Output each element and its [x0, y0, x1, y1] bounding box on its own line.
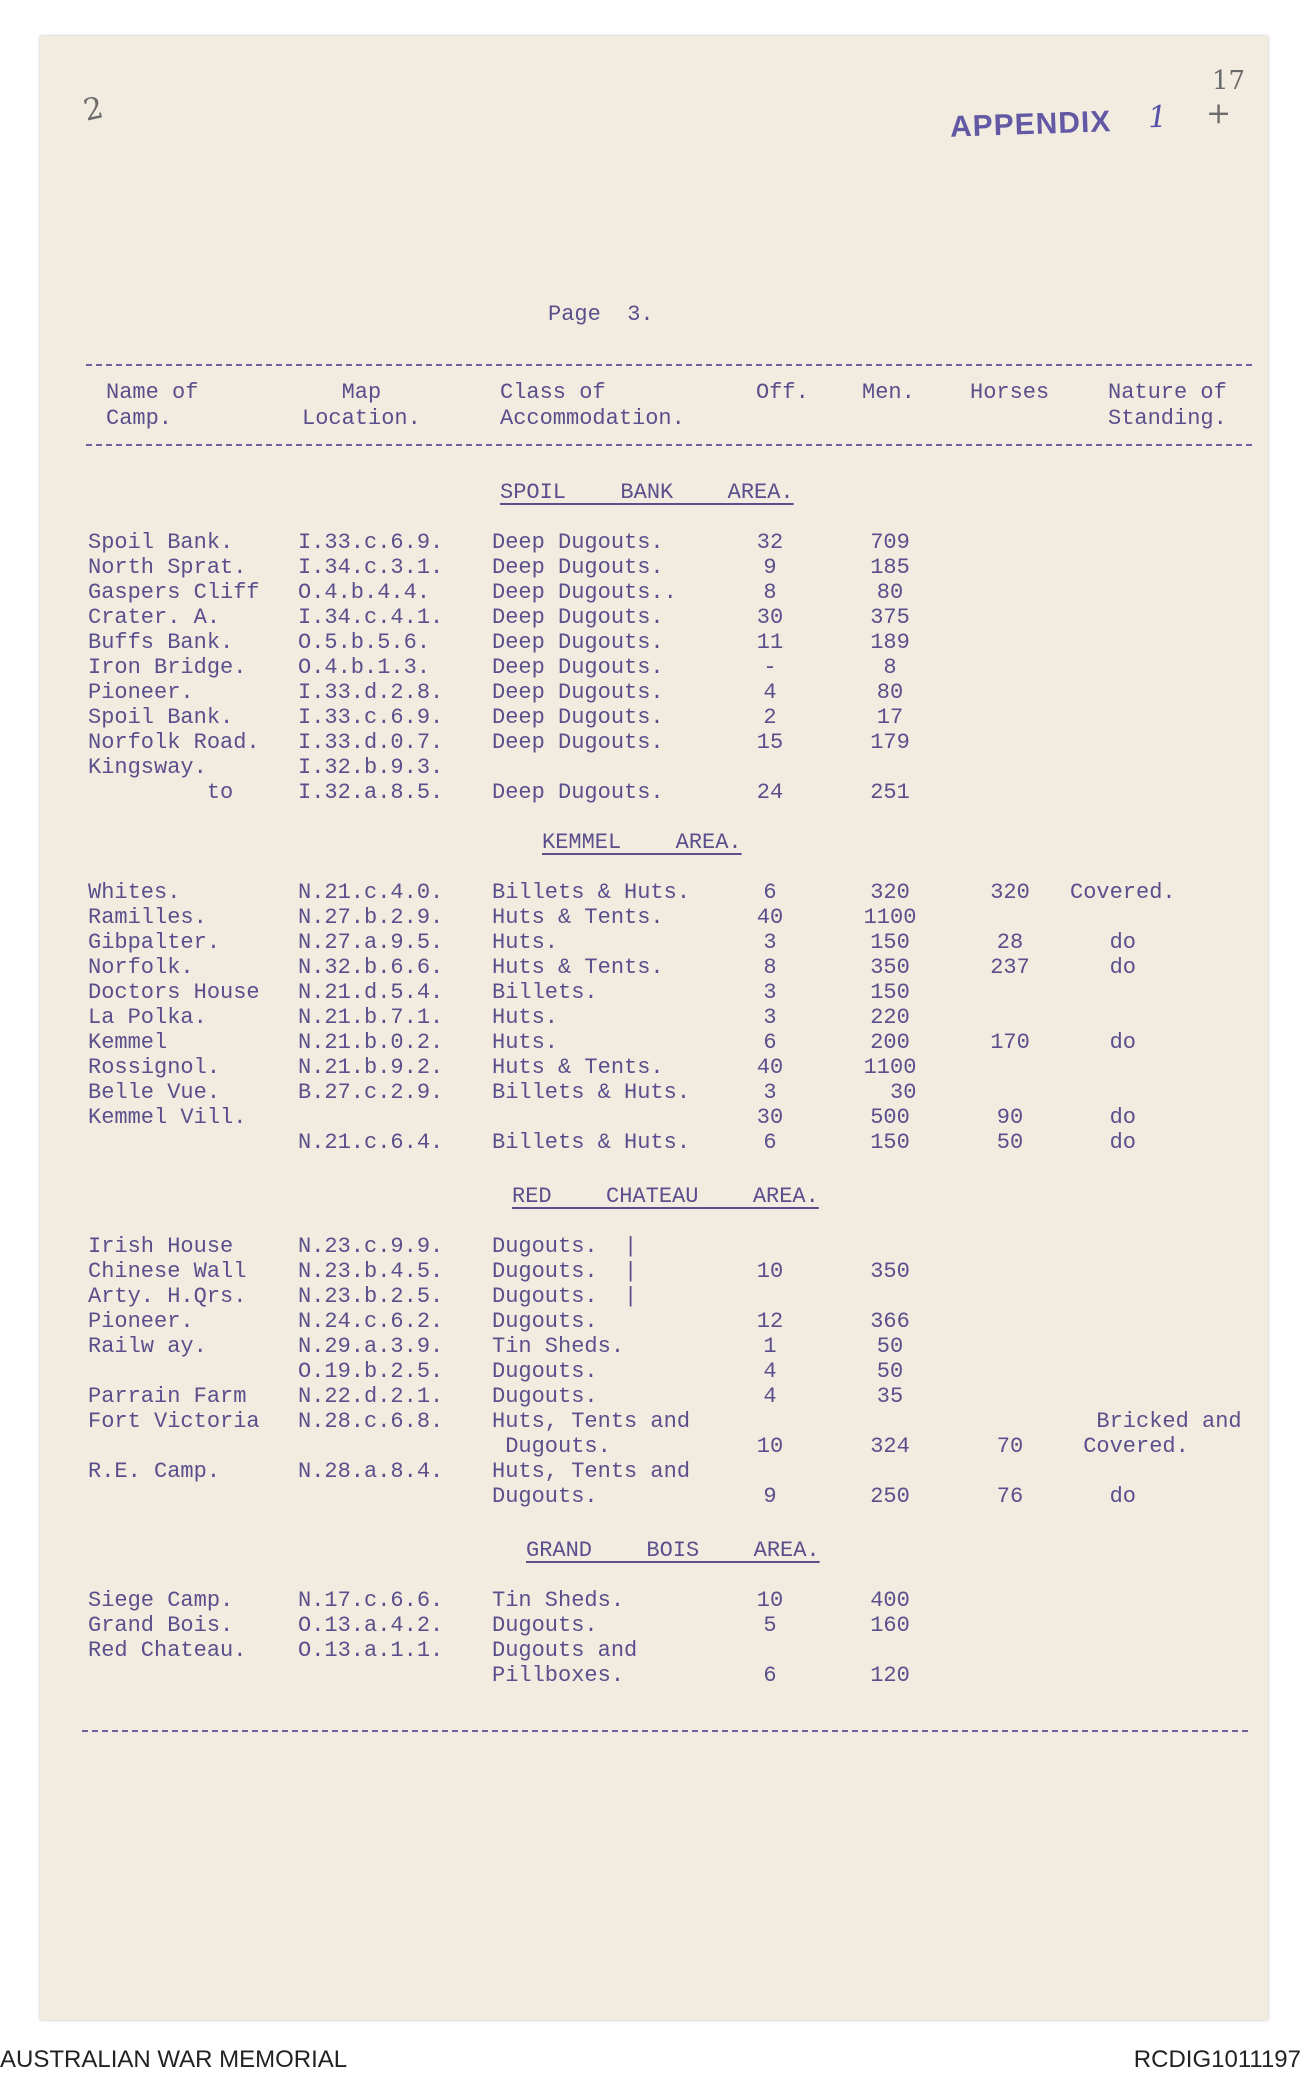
cell-off: 1	[763, 1334, 777, 1359]
cell-name: Iron Bridge.	[88, 655, 247, 680]
cell-horses: 28	[996, 930, 1024, 955]
cell-class: Deep Dugouts..	[492, 580, 677, 605]
page-label: Page 3.	[548, 302, 654, 327]
cell-class: Huts & Tents.	[492, 1055, 664, 1080]
cell-men: 251	[870, 780, 910, 805]
cell-class: Deep Dugouts.	[492, 705, 664, 730]
cell-off: 15	[756, 730, 784, 755]
table-row	[0, 1130, 1307, 1155]
cell-men: 120	[870, 1663, 910, 1688]
cell-class: Billets.	[492, 980, 598, 1005]
cell-men: 500	[870, 1105, 910, 1130]
cell-class: Dugouts.	[492, 1384, 598, 1409]
cell-men: 17	[876, 705, 904, 730]
cell-men: 150	[870, 1130, 910, 1155]
table-row	[0, 680, 1307, 705]
cell-off: 10	[756, 1259, 784, 1284]
cell-class: Billets & Huts.	[492, 1080, 691, 1105]
cell-name: Doctors House	[88, 980, 260, 1005]
cell-class: Deep Dugouts.	[492, 655, 664, 680]
appendix-stamp: APPENDIX	[949, 105, 1112, 144]
table-row	[0, 655, 1307, 680]
cell-off: 2	[763, 705, 777, 730]
cell-off: 11	[756, 630, 784, 655]
cell-nature: do	[1070, 930, 1137, 955]
cell-nature: Covered.	[1070, 880, 1176, 905]
table-row	[0, 1638, 1307, 1663]
cell-off: 3	[763, 1080, 777, 1105]
cell-nature: do	[1070, 1105, 1137, 1130]
cell-map: N.32.b.6.6.	[298, 955, 444, 980]
cell-class: Dugouts.	[492, 1484, 598, 1509]
cell-name: Railw ay.	[88, 1334, 207, 1359]
cell-off: 4	[763, 1359, 777, 1384]
col-header-class: Class of Accommodation.	[500, 380, 685, 431]
table-row	[0, 1005, 1307, 1030]
table-row	[0, 1030, 1307, 1055]
cell-men: 250	[870, 1484, 910, 1509]
cell-name: Grand Bois.	[88, 1613, 234, 1638]
cell-map: B.27.c.2.9.	[298, 1080, 444, 1105]
cell-off: 4	[763, 680, 777, 705]
cell-class: Dugouts.	[492, 1309, 598, 1334]
area-red-chateau: RED CHATEAU AREA.	[512, 1184, 819, 1209]
cell-nature: do	[1070, 955, 1137, 980]
cell-map: N.28.c.6.8.	[298, 1409, 444, 1434]
area-grand-bois: GRAND BOIS AREA.	[526, 1538, 820, 1563]
cell-map: N.21.b.7.1.	[298, 1005, 444, 1030]
cell-off: 5	[763, 1613, 777, 1638]
cell-nature: Bricked and	[1070, 1409, 1242, 1434]
cell-class: Dugouts.	[492, 1434, 611, 1459]
cell-name: Red Chateau.	[88, 1638, 247, 1663]
cell-class: Dugouts. |	[492, 1259, 638, 1284]
col-header-nature: Nature of Standing.	[1108, 380, 1227, 431]
cell-men: 50	[876, 1359, 904, 1384]
cell-men: 150	[870, 930, 910, 955]
cell-map: N.21.c.4.0.	[298, 880, 444, 905]
cell-class: Dugouts. |	[492, 1234, 638, 1259]
cell-map: I.32.b.9.3.	[298, 755, 444, 780]
cell-off: 8	[763, 580, 777, 605]
cell-off: 9	[763, 1484, 777, 1509]
cell-men: 80	[876, 680, 904, 705]
table-row	[0, 1284, 1307, 1309]
table-row	[0, 1434, 1307, 1459]
table-row	[0, 980, 1307, 1005]
cell-map: O.5.b.5.6.	[298, 630, 431, 655]
cell-name: Kingsway.	[88, 755, 207, 780]
cell-class: Huts.	[492, 1005, 559, 1030]
cell-name: Kemmel Vill.	[88, 1105, 247, 1130]
cell-class: Deep Dugouts.	[492, 780, 664, 805]
appendix-number: 1	[1147, 99, 1169, 136]
corner-number: 2	[80, 90, 107, 129]
cell-off: 4	[763, 1384, 777, 1409]
cell-off: 40	[756, 905, 784, 930]
table-row	[0, 630, 1307, 655]
cell-map: N.29.a.3.9.	[298, 1334, 444, 1359]
cell-men: 1100	[863, 1055, 917, 1080]
cell-horses: 76	[996, 1484, 1024, 1509]
cell-name: Chinese Wall	[88, 1259, 247, 1284]
cell-nature: Covered.	[1070, 1434, 1189, 1459]
cell-name: Fort Victoria	[88, 1409, 260, 1434]
cell-nature: do	[1070, 1130, 1137, 1155]
table-row	[0, 1105, 1307, 1130]
cell-name: Parrain Farm	[88, 1384, 247, 1409]
cell-map: N.21.d.5.4.	[298, 980, 444, 1005]
cell-map: O.4.b.4.4.	[298, 580, 431, 605]
cell-off: 6	[763, 1030, 777, 1055]
cell-off: 10	[756, 1434, 784, 1459]
cell-name: Gaspers Cliff	[88, 580, 260, 605]
cell-horses: 50	[996, 1130, 1024, 1155]
folio-mark: +	[1206, 96, 1232, 131]
table-row	[0, 880, 1307, 905]
cell-map: N.24.c.6.2.	[298, 1309, 444, 1334]
cell-off: 9	[763, 555, 777, 580]
table-row	[0, 1459, 1307, 1484]
cell-name: Spoil Bank.	[88, 530, 234, 555]
table-row	[0, 730, 1307, 755]
cell-off: 32	[756, 530, 784, 555]
cell-men: 30	[863, 1080, 917, 1105]
table-row	[0, 1334, 1307, 1359]
cell-name: Buffs Bank.	[88, 630, 234, 655]
table-row	[0, 905, 1307, 930]
cell-map: O.13.a.4.2.	[298, 1613, 444, 1638]
table-row	[0, 1409, 1307, 1434]
cell-horses: 170	[990, 1030, 1030, 1055]
area-kemmel: KEMMEL AREA.	[542, 830, 742, 855]
cell-map: N.21.c.6.4.	[298, 1130, 444, 1155]
cell-men: 200	[870, 1030, 910, 1055]
cell-map: I.33.d.2.8.	[298, 680, 444, 705]
table-row	[0, 1359, 1307, 1384]
table-row	[0, 780, 1307, 805]
cell-class: Dugouts.	[492, 1359, 598, 1384]
cell-men: 350	[870, 1259, 910, 1284]
cell-class: Dugouts. |	[492, 1284, 638, 1309]
cell-off: 6	[763, 880, 777, 905]
cell-class: Billets & Huts.	[492, 880, 691, 905]
cell-class: Deep Dugouts.	[492, 630, 664, 655]
cell-name: Norfolk Road.	[88, 730, 260, 755]
folio-number: 17	[1212, 66, 1246, 96]
table-row	[0, 530, 1307, 555]
table-row	[0, 1234, 1307, 1259]
cell-off: 12	[756, 1309, 784, 1334]
table-row	[0, 605, 1307, 630]
cell-men: 50	[876, 1334, 904, 1359]
cell-off: 24	[756, 780, 784, 805]
area-spoil-bank: SPOIL BANK AREA.	[500, 480, 794, 505]
cell-off: 3	[763, 930, 777, 955]
cell-off: -	[763, 655, 777, 680]
cell-class: Deep Dugouts.	[492, 730, 664, 755]
top-rule	[86, 364, 1252, 366]
cell-men: 80	[876, 580, 904, 605]
cell-class: Deep Dugouts.	[492, 530, 664, 555]
cell-map: I.33.d.0.7.	[298, 730, 444, 755]
cell-men: 375	[870, 605, 910, 630]
col-header-men: Men.	[862, 380, 915, 405]
cell-name: North Sprat.	[88, 555, 247, 580]
cell-men: 1100	[863, 905, 917, 930]
table-row	[0, 555, 1307, 580]
table-row	[0, 1613, 1307, 1638]
cell-name: Gibpalter.	[88, 930, 221, 955]
cell-horses: 237	[990, 955, 1030, 980]
table-row	[0, 1384, 1307, 1409]
table-row	[0, 1588, 1307, 1613]
cell-class: Huts.	[492, 930, 559, 955]
table-row	[0, 1663, 1307, 1688]
cell-men: 35	[876, 1384, 904, 1409]
cell-map: O.4.b.1.3.	[298, 655, 431, 680]
table-row	[0, 580, 1307, 605]
cell-men: 220	[870, 1005, 910, 1030]
cell-map: N.23.c.9.9.	[298, 1234, 444, 1259]
cell-map: N.23.b.2.5.	[298, 1284, 444, 1309]
cell-men: 160	[870, 1613, 910, 1638]
col-header-map: Map Location.	[302, 380, 421, 431]
cell-class: Dugouts and	[492, 1638, 638, 1663]
cell-name: R.E. Camp.	[88, 1459, 221, 1484]
footer-left: AUSTRALIAN WAR MEMORIAL	[0, 2046, 348, 2073]
cell-map: I.32.a.8.5.	[298, 780, 444, 805]
cell-name: Spoil Bank.	[88, 705, 234, 730]
cell-men: 185	[870, 555, 910, 580]
cell-men: 709	[870, 530, 910, 555]
table-row	[0, 1080, 1307, 1105]
table-row	[0, 1484, 1307, 1509]
cell-men: 8	[883, 655, 897, 680]
cell-class: Huts.	[492, 1030, 559, 1055]
cell-name: Siege Camp.	[88, 1588, 234, 1613]
col-header-horses: Horses	[970, 380, 1050, 405]
cell-class: Dugouts.	[492, 1613, 598, 1638]
cell-off: 30	[756, 605, 784, 630]
table-row	[0, 705, 1307, 730]
cell-name: La Polka.	[88, 1005, 207, 1030]
cell-name: to	[88, 780, 234, 805]
cell-nature: do	[1070, 1484, 1137, 1509]
cell-map: I.33.c.6.9.	[298, 530, 444, 555]
table-row	[0, 930, 1307, 955]
cell-name: Pioneer.	[88, 680, 194, 705]
cell-name: Ramilles.	[88, 905, 207, 930]
cell-class: Huts & Tents.	[492, 955, 664, 980]
cell-name: Norfolk.	[88, 955, 194, 980]
header-rule	[86, 444, 1252, 446]
cell-map: I.34.c.4.1.	[298, 605, 444, 630]
table-row	[0, 755, 1307, 780]
cell-men: 150	[870, 980, 910, 1005]
cell-map: N.27.a.9.5.	[298, 930, 444, 955]
cell-men: 350	[870, 955, 910, 980]
cell-class: Tin Sheds.	[492, 1588, 625, 1613]
cell-men: 179	[870, 730, 910, 755]
cell-map: O.19.b.2.5.	[298, 1359, 444, 1384]
cell-men: 400	[870, 1588, 910, 1613]
table-row	[0, 1309, 1307, 1334]
cell-off: 3	[763, 980, 777, 1005]
cell-name: Irish House	[88, 1234, 234, 1259]
footer-right: RCDIG1011197	[1133, 2046, 1301, 2073]
cell-off: 6	[763, 1130, 777, 1155]
table-row	[0, 1259, 1307, 1284]
table-row	[0, 955, 1307, 980]
cell-name: Kemmel	[88, 1030, 168, 1055]
cell-off: 6	[763, 1663, 777, 1688]
cell-name: Pioneer.	[88, 1309, 194, 1334]
cell-map: N.21.b.0.2.	[298, 1030, 444, 1055]
cell-off: 40	[756, 1055, 784, 1080]
cell-map: N.21.b.9.2.	[298, 1055, 444, 1080]
cell-map: I.33.c.6.9.	[298, 705, 444, 730]
cell-class: Billets & Huts.	[492, 1130, 691, 1155]
cell-name: Arty. H.Qrs.	[88, 1284, 247, 1309]
bottom-rule	[82, 1730, 1248, 1732]
cell-map: N.23.b.4.5.	[298, 1259, 444, 1284]
table-row	[0, 1055, 1307, 1080]
cell-map: N.17.c.6.6.	[298, 1588, 444, 1613]
cell-class: Deep Dugouts.	[492, 680, 664, 705]
cell-off: 8	[763, 955, 777, 980]
cell-horses: 320	[990, 880, 1030, 905]
cell-men: 189	[870, 630, 910, 655]
cell-class: Huts & Tents.	[492, 905, 664, 930]
cell-off: 30	[756, 1105, 784, 1130]
col-header-off: Off.	[756, 380, 809, 405]
cell-map: I.34.c.3.1.	[298, 555, 444, 580]
cell-name: Belle Vue.	[88, 1080, 221, 1105]
cell-class: Deep Dugouts.	[492, 555, 664, 580]
cell-name: Rossignol.	[88, 1055, 221, 1080]
cell-off: 10	[756, 1588, 784, 1613]
cell-off: 3	[763, 1005, 777, 1030]
cell-nature: do	[1070, 1030, 1137, 1055]
cell-class: Pillboxes.	[492, 1663, 625, 1688]
cell-class: Huts, Tents and	[492, 1459, 691, 1484]
col-header-name: Name of Camp.	[106, 380, 199, 431]
cell-horses: 90	[996, 1105, 1024, 1130]
cell-class: Deep Dugouts.	[492, 605, 664, 630]
cell-men: 366	[870, 1309, 910, 1334]
cell-name: Whites.	[88, 880, 181, 905]
cell-map: N.22.d.2.1.	[298, 1384, 444, 1409]
cell-class: Huts, Tents and	[492, 1409, 691, 1434]
cell-name: Crater. A.	[88, 605, 221, 630]
cell-horses: 70	[996, 1434, 1024, 1459]
cell-men: 324	[870, 1434, 910, 1459]
cell-men: 320	[870, 880, 910, 905]
cell-class: Tin Sheds.	[492, 1334, 625, 1359]
cell-map: O.13.a.1.1.	[298, 1638, 444, 1663]
cell-map: N.27.b.2.9.	[298, 905, 444, 930]
cell-map: N.28.a.8.4.	[298, 1459, 444, 1484]
